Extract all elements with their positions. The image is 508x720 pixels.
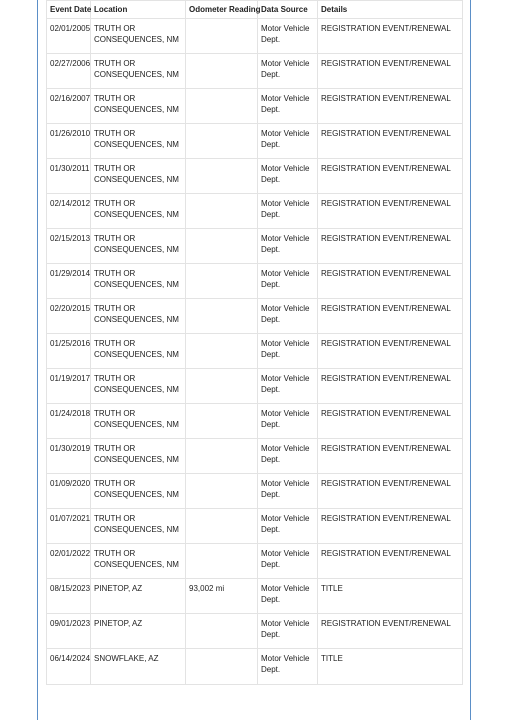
event-date-cell: 02/27/2006	[47, 54, 91, 89]
data-source-cell: Motor Vehicle Dept.	[258, 404, 318, 439]
details-cell: REGISTRATION EVENT/RENEWAL	[318, 439, 463, 474]
odometer-cell	[186, 404, 258, 439]
header-odometer-reading: Odometer Reading	[186, 1, 258, 19]
event-date-cell: 02/15/2013	[47, 229, 91, 264]
details-cell: REGISTRATION EVENT/RENEWAL	[318, 369, 463, 404]
data-source-cell: Motor Vehicle Dept.	[258, 159, 318, 194]
table-row	[47, 649, 463, 685]
data-source-cell: Motor Vehicle Dept.	[258, 544, 318, 579]
data-source-cell: Motor Vehicle Dept.	[258, 264, 318, 299]
data-source-cell: Motor Vehicle Dept.	[258, 229, 318, 264]
event-date-cell: 08/15/2023	[47, 579, 91, 614]
details-cell: REGISTRATION EVENT/RENEWAL	[318, 474, 463, 509]
table-header-row	[47, 1, 463, 19]
location-cell: TRUTH OR CONSEQUENCES, NM	[91, 474, 186, 509]
details-cell: REGISTRATION EVENT/RENEWAL	[318, 544, 463, 579]
location-cell: TRUTH OR CONSEQUENCES, NM	[91, 544, 186, 579]
data-source-cell: Motor Vehicle Dept.	[258, 89, 318, 124]
event-date-cell: 02/14/2012	[47, 194, 91, 229]
data-source-cell: Motor Vehicle Dept.	[258, 54, 318, 89]
table-row	[47, 124, 463, 159]
details-cell: REGISTRATION EVENT/RENEWAL	[318, 54, 463, 89]
odometer-cell	[186, 439, 258, 474]
location-cell: TRUTH OR CONSEQUENCES, NM	[91, 299, 186, 334]
location-cell: TRUTH OR CONSEQUENCES, NM	[91, 159, 186, 194]
table-row	[47, 369, 463, 404]
event-date-cell: 02/20/2015	[47, 299, 91, 334]
table-row	[47, 474, 463, 509]
details-cell: TITLE	[318, 649, 463, 685]
header-data-source: Data Source	[258, 1, 318, 19]
vehicle-history-table	[46, 0, 463, 685]
data-source-cell: Motor Vehicle Dept.	[258, 614, 318, 649]
data-source-cell: Motor Vehicle Dept.	[258, 19, 318, 54]
table-row	[47, 159, 463, 194]
location-cell: TRUTH OR CONSEQUENCES, NM	[91, 19, 186, 54]
details-cell: REGISTRATION EVENT/RENEWAL	[318, 299, 463, 334]
event-date-cell: 01/07/2021	[47, 509, 91, 544]
location-cell: TRUTH OR CONSEQUENCES, NM	[91, 404, 186, 439]
details-cell: REGISTRATION EVENT/RENEWAL	[318, 264, 463, 299]
location-cell: TRUTH OR CONSEQUENCES, NM	[91, 229, 186, 264]
odometer-cell: 93,002 mi	[186, 579, 258, 614]
data-source-cell: Motor Vehicle Dept.	[258, 369, 318, 404]
header-event-date: Event Date	[47, 1, 91, 19]
odometer-cell	[186, 369, 258, 404]
location-cell: PINETOP, AZ	[91, 579, 186, 614]
details-cell: REGISTRATION EVENT/RENEWAL	[318, 19, 463, 54]
location-cell: TRUTH OR CONSEQUENCES, NM	[91, 509, 186, 544]
data-source-cell: Motor Vehicle Dept.	[258, 194, 318, 229]
table-row	[47, 614, 463, 649]
details-cell: REGISTRATION EVENT/RENEWAL	[318, 159, 463, 194]
odometer-cell	[186, 509, 258, 544]
header-details: Details	[318, 1, 463, 19]
table-row	[47, 509, 463, 544]
location-cell: TRUTH OR CONSEQUENCES, NM	[91, 439, 186, 474]
location-cell: TRUTH OR CONSEQUENCES, NM	[91, 264, 186, 299]
event-date-cell: 01/29/2014	[47, 264, 91, 299]
data-source-cell: Motor Vehicle Dept.	[258, 649, 318, 685]
odometer-cell	[186, 54, 258, 89]
details-cell: REGISTRATION EVENT/RENEWAL	[318, 194, 463, 229]
odometer-cell	[186, 544, 258, 579]
odometer-cell	[186, 334, 258, 369]
data-source-cell: Motor Vehicle Dept.	[258, 124, 318, 159]
odometer-cell	[186, 614, 258, 649]
data-source-cell: Motor Vehicle Dept.	[258, 474, 318, 509]
location-cell: TRUTH OR CONSEQUENCES, NM	[91, 369, 186, 404]
event-date-cell: 02/01/2022	[47, 544, 91, 579]
event-date-cell: 01/30/2019	[47, 439, 91, 474]
details-cell: REGISTRATION EVENT/RENEWAL	[318, 404, 463, 439]
location-cell: SNOWFLAKE, AZ	[91, 649, 186, 685]
data-source-cell: Motor Vehicle Dept.	[258, 299, 318, 334]
odometer-cell	[186, 229, 258, 264]
data-source-cell: Motor Vehicle Dept.	[258, 509, 318, 544]
event-date-cell: 01/30/2011	[47, 159, 91, 194]
event-date-cell: 02/01/2005	[47, 19, 91, 54]
event-date-cell: 01/26/2010	[47, 124, 91, 159]
event-date-cell: 06/14/2024	[47, 649, 91, 685]
details-cell: REGISTRATION EVENT/RENEWAL	[318, 89, 463, 124]
event-date-cell: 01/19/2017	[47, 369, 91, 404]
odometer-cell	[186, 299, 258, 334]
odometer-cell	[186, 194, 258, 229]
location-cell: TRUTH OR CONSEQUENCES, NM	[91, 89, 186, 124]
details-cell: REGISTRATION EVENT/RENEWAL	[318, 334, 463, 369]
history-rows	[47, 19, 463, 685]
location-cell: TRUTH OR CONSEQUENCES, NM	[91, 194, 186, 229]
details-cell: REGISTRATION EVENT/RENEWAL	[318, 124, 463, 159]
data-source-cell: Motor Vehicle Dept.	[258, 439, 318, 474]
event-date-cell: 01/09/2020	[47, 474, 91, 509]
table-row	[47, 194, 463, 229]
odometer-cell	[186, 474, 258, 509]
event-date-cell: 02/16/2007	[47, 89, 91, 124]
event-date-cell: 09/01/2023	[47, 614, 91, 649]
odometer-cell	[186, 19, 258, 54]
table-row	[47, 404, 463, 439]
details-cell: REGISTRATION EVENT/RENEWAL	[318, 229, 463, 264]
odometer-cell	[186, 159, 258, 194]
odometer-cell	[186, 89, 258, 124]
location-cell: TRUTH OR CONSEQUENCES, NM	[91, 124, 186, 159]
event-date-cell: 01/24/2018	[47, 404, 91, 439]
table-row	[47, 264, 463, 299]
odometer-cell	[186, 649, 258, 685]
table-row	[47, 544, 463, 579]
table-row	[47, 54, 463, 89]
location-cell: TRUTH OR CONSEQUENCES, NM	[91, 54, 186, 89]
table-row	[47, 334, 463, 369]
location-cell: TRUTH OR CONSEQUENCES, NM	[91, 334, 186, 369]
table-row	[47, 89, 463, 124]
odometer-cell	[186, 124, 258, 159]
table-row	[47, 19, 463, 54]
table-row	[47, 579, 463, 614]
event-date-cell: 01/25/2016	[47, 334, 91, 369]
location-cell: PINETOP, AZ	[91, 614, 186, 649]
data-source-cell: Motor Vehicle Dept.	[258, 579, 318, 614]
table-row	[47, 439, 463, 474]
table-row	[47, 229, 463, 264]
details-cell: REGISTRATION EVENT/RENEWAL	[318, 509, 463, 544]
table-row	[47, 299, 463, 334]
details-cell: TITLE	[318, 579, 463, 614]
details-cell: REGISTRATION EVENT/RENEWAL	[318, 614, 463, 649]
data-source-cell: Motor Vehicle Dept.	[258, 334, 318, 369]
header-location: Location	[91, 1, 186, 19]
odometer-cell	[186, 264, 258, 299]
